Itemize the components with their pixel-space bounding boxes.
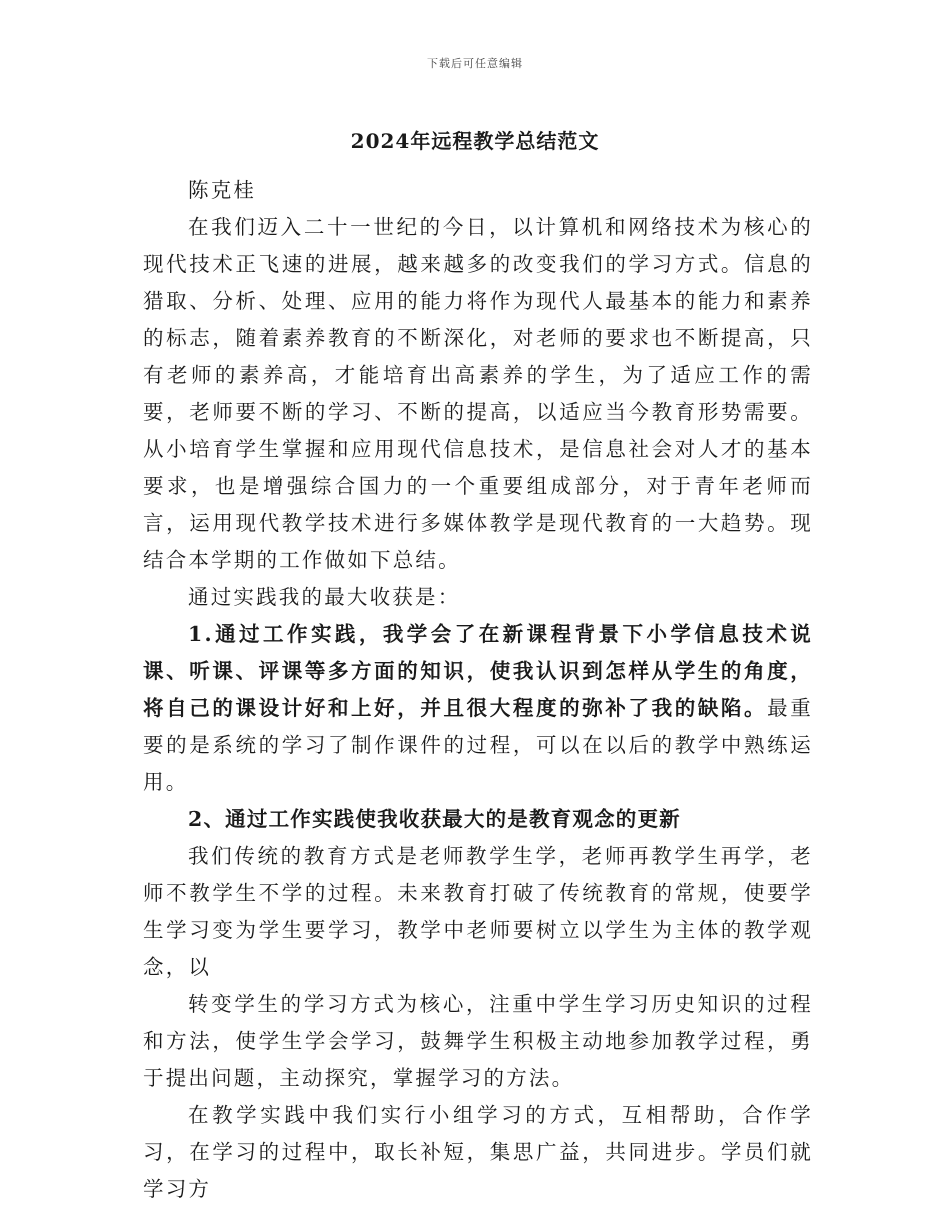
paragraph-intro: 在我们迈入二十一世纪的今日，以计算机和网络技术为核心的现代技术正飞速的进展，越来越多的改变我们的学习方式。信息的猎取、分析、处理、应用的能力将作为现代人最基本的能力和素养的标志，随着素养教育的不断深化，对老师的要求也不断提高，只有老师的素养高，才能培育出高素养的学生，为了适应工作的需要，老师要不断的学习、不断的提高，以适应当今教育形势需要。从小培育学生掌握和应用现代信息技术，是信息社会对人才的基本要求，也是增强综合国力的一个重要组成部分，对于青年老师而言，运用现代教学技术进行多媒体教学是现代教育的一大趋势。现结合本学期的工作做如下总结。 (143, 215, 813, 572)
paragraph-point-2-body-b: 转变学生的学习方式为核心，注重中学生学习历史知识的过程和方法，使学生学会学习，鼓舞学生积极主动地参加教学过程，勇于提出问题，主动探究，掌握学习的方法。 (143, 992, 813, 1090)
header-note: 下载后可任意编辑 (427, 57, 523, 70)
point-1-rest-text: 最重要的是系统的学习了制作课件的过程，可以在以后的教学中熟练运用。 (143, 696, 813, 794)
document-body (143, 172, 813, 1208)
document-title: 2024年远程教学总结范文 (350, 129, 600, 153)
paragraph-point-2-heading: 2、通过工作实践使我收获最大的是教育观念的更新 (188, 807, 681, 831)
author-line: 陈克桂 (188, 178, 257, 202)
paragraph-group-learning: 在教学实践中我们实行小组学习的方式，互相帮助，合作学习，在学习的过程中，取长补短，集思广益，共同进步。学员们就学习方 (143, 1103, 813, 1201)
point-1-bold-text: 1.通过工作实践，我学会了在新课程背景下小学信息技术说课、听课、评课等多方面的知识，使我认识到怎样从学生的角度，将自己的课设计好和上好，并且很大程度的弥补了我的缺陷。 (143, 622, 813, 720)
paragraph-gains-intro: 通过实践我的最大收获是： (188, 585, 461, 609)
paragraph-point-2-body-a: 我们传统的教育方式是老师教学生学，老师再教学生再学，老师不教学生不学的过程。未来教育打破了传统教育的常规，使要学生学习变为学生要学习，教学中老师要树立以学生为主体的教学观念，以 (143, 844, 813, 979)
paragraph-point-1 (143, 616, 813, 801)
